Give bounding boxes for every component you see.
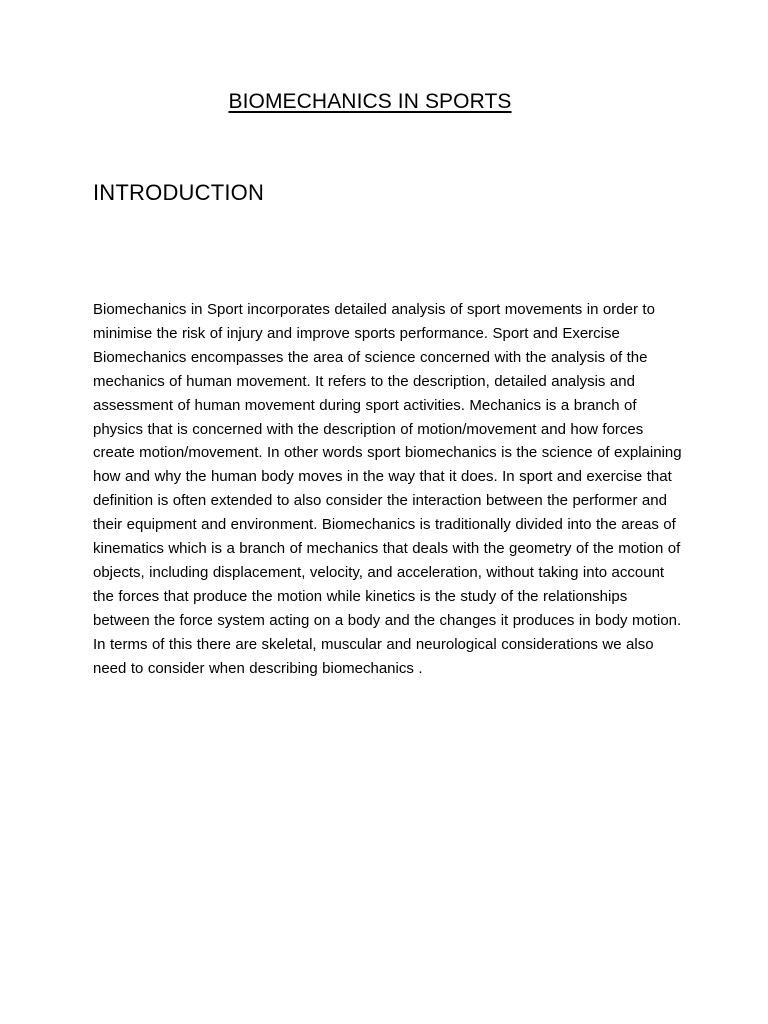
document-title: BIOMECHANICS IN SPORTS [228, 90, 512, 113]
introduction-paragraph: Biomechanics in Sport incorporates detailed analysis of sport movements in order to minimise the risk of injury and improve sports performance. Sport and Exercise Biomechanics encompasses the area of science concerned with the analysis of the mechanics of human movement. It refers to the description, detailed analysis and assessment of human movement during sport activities. Mechanics is a branch of physics that is concerned with the description of motion/movement and how forces create motion/movement. In other words sport biomechanics is the science of explaining how and why the human body moves in the way that it does. In sport and exercise that definition is often extended to also consider the interaction between the performer and their equipment and environment. Biomechanics is traditionally divided into the areas of kinematics which is a branch of mechanics that deals with the geometry of the motion of objects, including displacement, velocity, and acceleration, without taking into account the forces that produce the motion while kinetics is the study of the relationships between the force system acting on a body and the changes it produces in body motion. In terms of this there are skeletal, muscular and neurological considerations we also need to consider when describing biomechanics . [93, 301, 682, 677]
section-heading-introduction: INTRODUCTION [93, 180, 265, 205]
